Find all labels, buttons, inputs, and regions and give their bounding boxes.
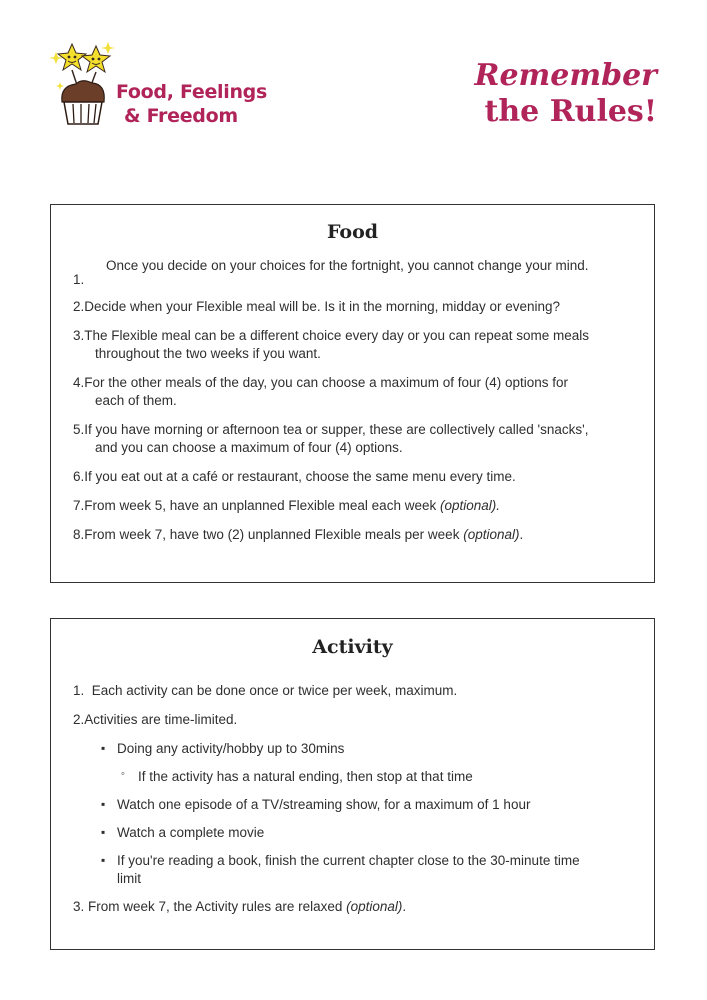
rule-number: 4. <box>73 375 85 390</box>
muffin-icon <box>48 40 118 132</box>
rule-text: If you have morning or afternoon tea or supper, these are collectively called 'snacks', <box>84 422 589 437</box>
rule-number: 6. <box>73 469 85 484</box>
food-rule-4 <box>73 374 634 410</box>
rule-number: 7. <box>73 498 85 513</box>
rule-text: Each activity can be done once or twice per week, maximum. <box>91 683 458 698</box>
logo-line-1: Food, Feelings <box>116 81 267 103</box>
activity-rule-3 <box>73 898 634 916</box>
rule-number: 3. <box>73 899 85 914</box>
rule-number: 8. <box>73 527 85 542</box>
rule-number: 1. <box>73 683 85 698</box>
optional-label: (optional) <box>463 527 520 542</box>
headline-line-1: Remember <box>474 58 657 93</box>
optional-label: (optional) <box>346 899 403 914</box>
bullet-item <box>73 824 634 842</box>
rule-text: If you eat out at a café or restaurant, choose the same menu every time. <box>84 469 516 484</box>
rule-text: For the other meals of the day, you can choose a maximum of four (4) options for <box>84 375 568 390</box>
square-bullet-icon: ▪ <box>101 797 106 811</box>
rule-number: 3. <box>73 328 85 343</box>
rule-text: Decide when your Flexible meal will be. Is it in the morning, midday or evening? <box>84 299 560 314</box>
activity-title: Activity <box>312 636 393 658</box>
food-rule-8 <box>73 526 634 544</box>
rule-text: From week 7, have two (2) unplanned Flexible meals per week <box>84 527 464 542</box>
bullet-text-continued: limit <box>117 871 141 886</box>
rule-text: Activities are time-limited. <box>84 712 238 727</box>
rule-number: 5. <box>73 422 85 437</box>
rule-tail: . <box>519 527 524 542</box>
food-rule-3 <box>73 327 634 363</box>
bullet-text: Watch a complete movie <box>117 825 265 840</box>
headline <box>475 58 657 130</box>
square-bullet-icon: ▪ <box>101 825 106 839</box>
bullet-item <box>73 796 634 814</box>
rule-number: 1. <box>73 272 85 287</box>
activity-rule-1 <box>73 682 634 700</box>
square-bullet-icon: ▪ <box>101 741 106 755</box>
sub-bullet-text: If the activity has a natural ending, then stop at that time <box>138 769 473 784</box>
bullet-text: If you're reading a book, finish the current chapter close to the 30-minute time <box>117 853 580 868</box>
rule-text-continued: throughout the two weeks if you want. <box>95 346 321 361</box>
food-rule-1 <box>73 257 634 287</box>
food-rule-5 <box>73 421 634 457</box>
sub-bullet-item <box>73 768 634 786</box>
circle-bullet-icon: ◦ <box>121 768 125 780</box>
logo <box>48 40 288 140</box>
rule-text-continued: and you can choose a maximum of four (4) options. <box>95 440 403 455</box>
square-bullet-icon: ▪ <box>101 853 106 867</box>
rule-text-continued: each of them. <box>95 393 177 408</box>
food-title: Food <box>326 221 379 243</box>
rule-number: 2. <box>73 299 85 314</box>
activity-rules-list <box>73 682 634 927</box>
bullet-text: Doing any activity/hobby up to 30mins <box>117 741 345 756</box>
rule-text: From week 5, have an unplanned Flexible meal each week <box>84 498 440 513</box>
rule-text: Once you decide on your choices for the fortnight, you cannot change your mind. <box>106 258 589 273</box>
headline-line-2: the Rules! <box>484 94 657 129</box>
bullet-item <box>73 740 634 758</box>
food-rules-list <box>73 257 634 555</box>
rule-tail: . <box>402 899 407 914</box>
activity-rule-2 <box>73 711 634 729</box>
rule-number: 2. <box>73 712 85 727</box>
food-rule-2 <box>73 298 634 316</box>
bullet-text: Watch one episode of a TV/streaming show, for a maximum of 1 hour <box>117 797 531 812</box>
rule-text: The Flexible meal can be a different choice every day or you can repeat some meals <box>84 328 590 343</box>
logo-line-2: & Freedom <box>124 105 238 127</box>
optional-label: (optional). <box>439 498 501 513</box>
activity-rules-box <box>50 618 655 950</box>
logo-wordmark <box>116 80 267 128</box>
food-rule-7 <box>73 497 634 515</box>
rule-text: From week 7, the Activity rules are relaxed <box>88 899 347 914</box>
food-rules-box <box>50 204 655 583</box>
food-rule-6 <box>73 468 634 486</box>
bullet-item <box>73 852 634 888</box>
